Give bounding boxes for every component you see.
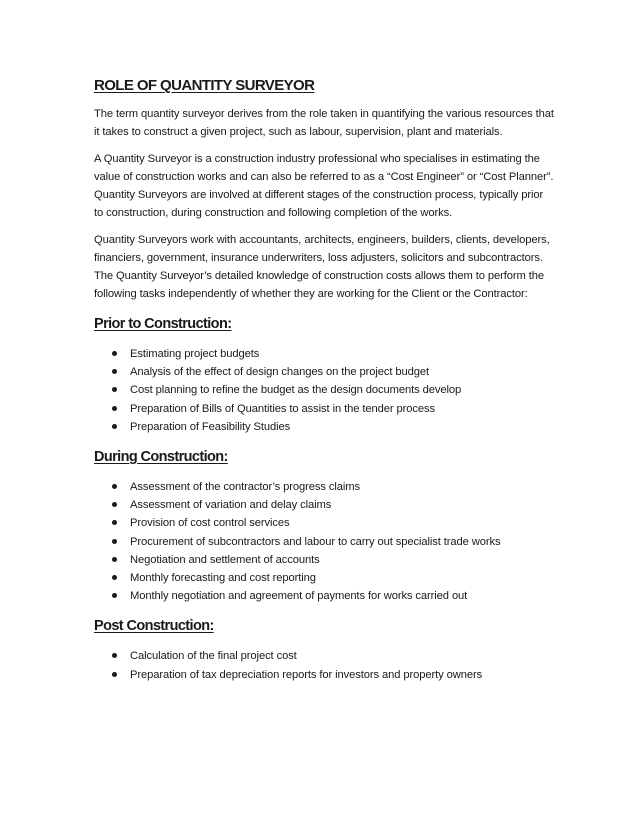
- list-item: [112, 345, 554, 363]
- list-item: [112, 569, 554, 587]
- post-construction-list: [94, 647, 554, 683]
- list-item: [112, 666, 554, 684]
- bullet-icon: [112, 520, 117, 525]
- bullet-icon: [112, 484, 117, 489]
- list-item: [112, 514, 554, 532]
- list-item-text: Monthly negotiation and agreement of payments for works carried out: [130, 590, 468, 603]
- list-item-text: Assessment of the contractor’s progress claims: [130, 481, 361, 494]
- collaboration-paragraph: Quantity Surveyors work with accountants, architects, engineers, builders, clients, developers, financiers, government, insurance underwriters, loss adjusters, solicitors and subcontractors. The Quantity Surveyor’s detailed knowledge of construction costs allows them to perform the following tasks independently of whether they are working for the Client or the Contractor:: [94, 234, 550, 300]
- list-item: [112, 647, 554, 665]
- list-item: [112, 551, 554, 569]
- bullet-icon: [112, 351, 117, 356]
- list-item-text: Preparation of Bills of Quantities to assist in the tender process: [130, 402, 435, 415]
- list-item: [112, 496, 554, 514]
- bullet-icon: [112, 653, 117, 658]
- list-item: [112, 587, 554, 605]
- list-item-text: Negotiation and settlement of accounts: [130, 553, 320, 566]
- list-item-text: Procurement of subcontractors and labour to carry out specialist trade works: [130, 535, 501, 548]
- list-item-text: Monthly forecasting and cost reporting: [130, 572, 316, 585]
- list-item-text: Preparation of Feasibility Studies: [130, 420, 291, 433]
- during-construction-list: [94, 478, 554, 605]
- list-item-text: Preparation of tax depreciation reports for investors and property owners: [130, 668, 483, 681]
- document-title: ROLE OF QUANTITY SURVEYOR: [94, 77, 315, 94]
- bullet-icon: [112, 387, 117, 392]
- section-heading-during: During Construction:: [94, 449, 228, 466]
- list-item-text: Cost planning to refine the budget as the design documents develop: [130, 384, 462, 397]
- bullet-icon: [112, 557, 117, 562]
- list-item: [112, 381, 554, 399]
- bullet-icon: [112, 539, 117, 544]
- document-page: [94, 76, 554, 688]
- section-heading-prior: Prior to Construction:: [94, 316, 232, 332]
- list-item-text: Assessment of variation and delay claims: [130, 499, 332, 512]
- list-item: [112, 400, 554, 418]
- list-item-text: Calculation of the final project cost: [130, 650, 297, 663]
- bullet-icon: [112, 406, 117, 411]
- list-item-text: Estimating project budgets: [130, 348, 260, 360]
- bullet-icon: [112, 575, 117, 580]
- intro-paragraph: The term quantity surveyor derives from the role taken in quantifying the various resources that it takes to construct a given project, such as labour, supervision, plant and materials.: [94, 108, 554, 138]
- list-item: [112, 478, 554, 496]
- list-item: [112, 363, 554, 381]
- prior-construction-list: [94, 345, 554, 436]
- list-item: [112, 533, 554, 551]
- bullet-icon: [112, 593, 117, 598]
- list-item-text: Analysis of the effect of design changes on the project budget: [130, 366, 429, 379]
- bullet-icon: [112, 369, 117, 374]
- bullet-icon: [112, 424, 117, 429]
- bullet-icon: [112, 502, 117, 507]
- list-item-text: Provision of cost control services: [130, 517, 290, 530]
- bullet-icon: [112, 672, 117, 677]
- list-item: [112, 418, 554, 436]
- section-heading-post: Post Construction:: [94, 618, 214, 635]
- definition-paragraph: A Quantity Surveyor is a construction industry professional who specialises in estimating the value of construction works and can also be referred to as a “Cost Engineer” or “Cost Planner”. Quantity Surveyors are involved at different stages of the construction process, typically prior to construction, during construction and following completion of the works.: [94, 153, 554, 219]
